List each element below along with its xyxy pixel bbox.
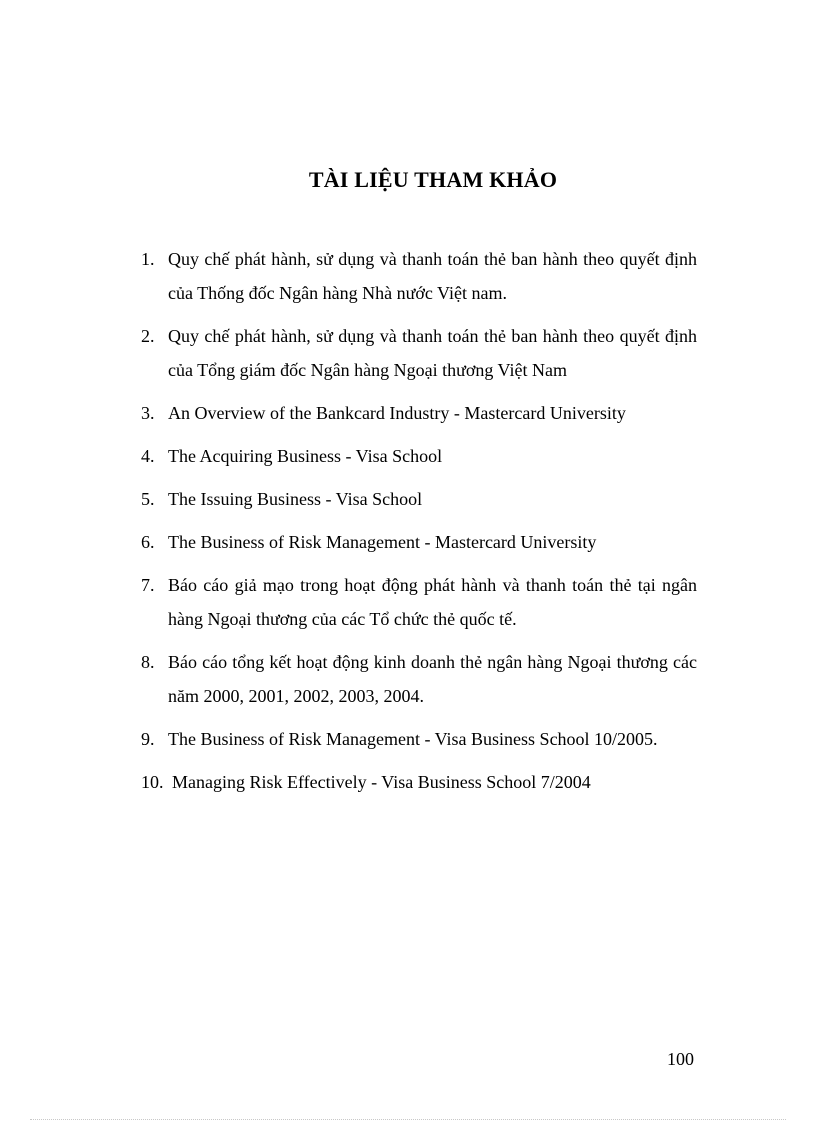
- reference-item-10: [141, 765, 697, 799]
- reference-number: 5.: [141, 489, 155, 509]
- reference-text: Báo cáo giả mạo trong hoạt động phát hành và thanh toán thẻ tại ngân hàng Ngoại thương của các Tổ chức thẻ quốc tế.: [168, 575, 697, 629]
- reference-item-5: [141, 482, 697, 516]
- reference-number: 8.: [141, 652, 155, 672]
- reference-number: 7.: [141, 575, 155, 595]
- reference-text: The Business of Risk Management - Visa Business School 10/2005.: [168, 729, 658, 749]
- reference-item-3: [141, 396, 697, 430]
- page-number: 100: [667, 1049, 694, 1069]
- reference-text: Báo cáo tổng kết hoạt động kinh doanh thẻ ngân hàng Ngoại thương các năm 2000, 2001, 2002, 2003, 2004.: [168, 652, 697, 706]
- page-bottom-divider: [30, 1119, 786, 1120]
- reference-item-1: [141, 242, 697, 310]
- reference-text: The Issuing Business - Visa School: [168, 489, 423, 509]
- reference-text: An Overview of the Bankcard Industry - Mastercard University: [168, 403, 626, 423]
- reference-number: 2.: [141, 326, 155, 346]
- reference-number: 6.: [141, 532, 155, 552]
- reference-item-2: [141, 319, 697, 387]
- reference-text: The Business of Risk Management - Mastercard University: [168, 532, 597, 552]
- reference-list: [141, 242, 697, 808]
- reference-number: 1.: [141, 249, 155, 269]
- reference-number: 4.: [141, 446, 155, 466]
- reference-item-7: [141, 568, 697, 636]
- reference-text: The Acquiring Business - Visa School: [168, 446, 443, 466]
- page-title: TÀI LIỆU THAM KHẢO: [308, 166, 558, 192]
- reference-item-4: [141, 439, 697, 473]
- reference-number: 10.: [141, 772, 164, 792]
- reference-item-6: [141, 525, 697, 559]
- reference-text: Quy chế phát hành, sử dụng và thanh toán thẻ ban hành theo quyết định của Thống đốc Ngân hàng Nhà nước Việt nam.: [168, 249, 697, 303]
- reference-item-9: [141, 722, 697, 756]
- reference-number: 9.: [141, 729, 155, 749]
- reference-item-8: [141, 645, 697, 713]
- reference-number: 3.: [141, 403, 155, 423]
- reference-text: Quy chế phát hành, sử dụng và thanh toán thẻ ban hành theo quyết định của Tổng giám đốc Ngân hàng Ngoại thương Việt Nam: [168, 326, 697, 380]
- reference-text: Managing Risk Effectively - Visa Business School 7/2004: [172, 772, 591, 792]
